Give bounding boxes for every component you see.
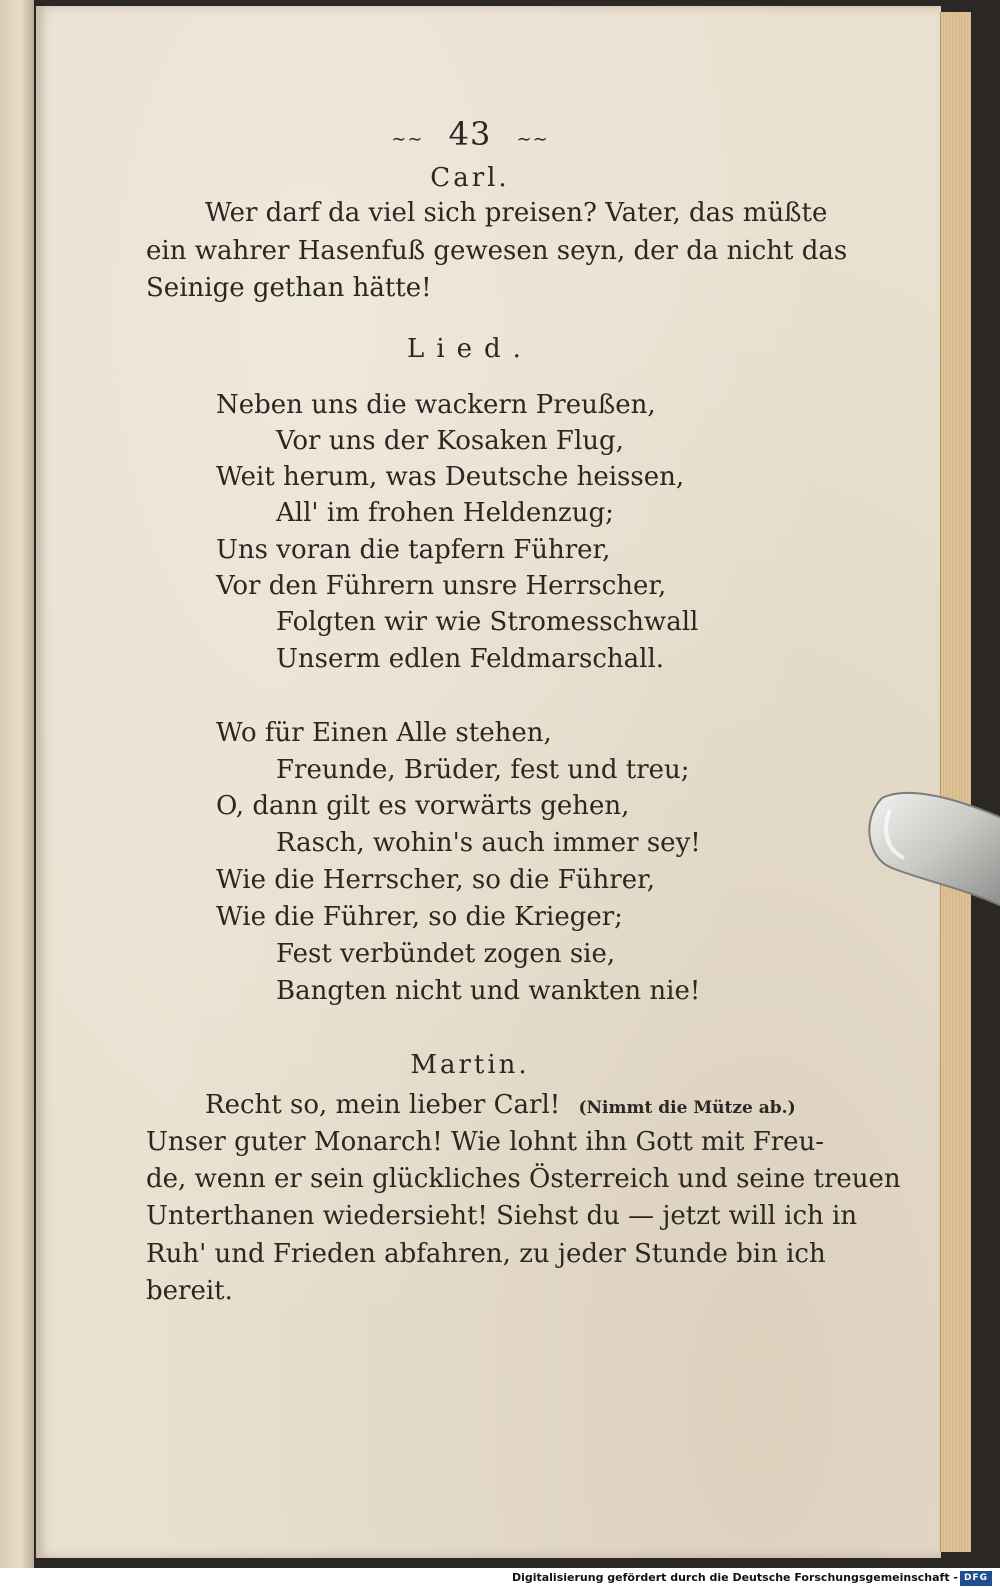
stanza-2-line-6: Wie die Führer, so die Krieger; bbox=[216, 902, 623, 932]
page-number bbox=[350, 115, 590, 153]
speech-2-line-2: Unser guter Monarch! Wie lohnt ihn Gott mit Freu- bbox=[146, 1127, 825, 1157]
speech-1-line-1: Wer darf da viel sich preisen? Vater, das müßte bbox=[205, 198, 828, 228]
page-number-ornament-right: ∼∼ bbox=[516, 129, 549, 150]
page-clamp-clip bbox=[862, 788, 1000, 908]
speech-2-line-6: bereit. bbox=[146, 1276, 233, 1306]
stanza-1-line-5: Uns voran die tapfern Führer, bbox=[216, 535, 611, 565]
stanza-1-line-3: Weit herum, was Deutsche heissen, bbox=[216, 462, 685, 492]
page-number-value: 43 bbox=[448, 115, 492, 153]
stanza-2-line-2: Freunde, Brüder, fest und treu; bbox=[276, 755, 690, 785]
stanza-1-line-4: All' im frohen Heldenzug; bbox=[276, 498, 614, 528]
song-title: Lied. bbox=[407, 334, 533, 364]
stanza-2-line-5: Wie die Herrscher, so die Führer, bbox=[216, 865, 655, 895]
stanza-2-line-3: O, dann gilt es vorwärts gehen, bbox=[216, 791, 630, 821]
stanza-2-line-1: Wo für Einen Alle stehen, bbox=[216, 718, 552, 748]
speaker-carl: Carl. bbox=[430, 163, 510, 193]
speech-1-line-2: ein wahrer Hasenfuß gewesen seyn, der da nicht das bbox=[146, 236, 848, 266]
stanza-1-line-6: Vor den Führern unsre Herrscher, bbox=[216, 571, 667, 601]
stanza-2-line-8: Bangten nicht und wankten nie! bbox=[276, 976, 701, 1006]
stanza-1-line-7: Folgten wir wie Stromesschwall bbox=[276, 607, 699, 637]
stanza-1-line-8: Unserm edlen Feldmarschall. bbox=[276, 644, 665, 674]
speech-2-line-3: de, wenn er sein glückliches Österreich und seine treuen bbox=[146, 1164, 901, 1194]
speech-1-line-3: Seinige gethan hätte! bbox=[146, 273, 432, 303]
stage-direction: (Nimmt die Mütze ab.) bbox=[578, 1098, 796, 1118]
page-number-ornament-left: ∼∼ bbox=[391, 129, 424, 150]
dfg-logo-icon: DFG bbox=[960, 1571, 992, 1586]
stanza-2-line-7: Fest verbündet zogen sie, bbox=[276, 939, 616, 969]
stanza-1-line-2: Vor uns der Kosaken Flug, bbox=[276, 426, 624, 456]
speech-2-line-4: Unterthanen wiedersieht! Siehst du — jetzt will ich in bbox=[146, 1201, 858, 1231]
stanza-1-line-1: Neben uns die wackern Preußen, bbox=[216, 390, 656, 420]
speaker-martin: Martin. bbox=[410, 1050, 530, 1080]
speech-2-line-5: Ruh' und Frieden abfahren, zu jeder Stunde bin ich bbox=[146, 1239, 826, 1269]
footer-credit: Digitalisierung gefördert durch die Deutsche Forschungsgemeinschaft - bbox=[511, 1571, 958, 1584]
footer-bar bbox=[0, 1568, 1000, 1588]
stanza-2-line-4: Rasch, wohin's auch immer sey! bbox=[276, 828, 701, 858]
speech-2-line-1 bbox=[205, 1090, 796, 1123]
speech-2-first-line: Recht so, mein lieber Carl! bbox=[205, 1090, 561, 1120]
